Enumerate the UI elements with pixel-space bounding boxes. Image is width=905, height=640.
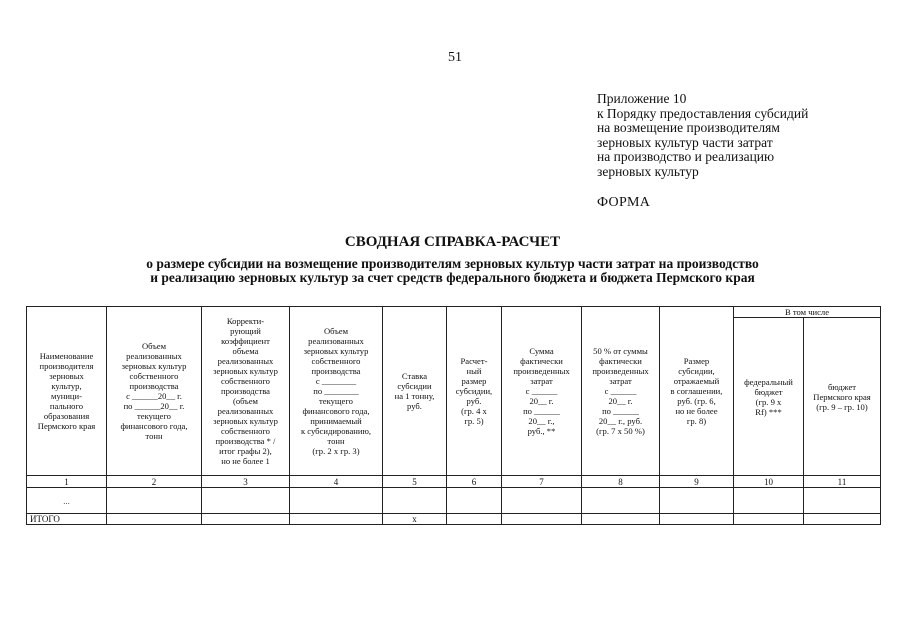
table-cell [582,488,660,514]
column-number: 6 [447,476,502,488]
column-number: 3 [202,476,290,488]
appendix-line: к Порядку предоставления субсидий [597,105,809,121]
column-number: 11 [804,476,881,488]
col-header-10: федеральный бюджет (гр. 9 x Rf) *** [734,318,804,476]
group-header-including: В том числе [734,307,881,318]
column-number-row [27,476,881,488]
page-number: 51 [448,50,462,65]
table-cell [660,488,734,514]
total-x-mark: x [383,514,447,525]
col-header-5: Ставка субсидии на 1 тонну, руб. [383,307,447,476]
col-header-1: Наименование производителя зерновых культур, муници- пального образования Пермского края [27,307,107,476]
ellipsis-cell: ... [27,488,107,514]
column-number: 5 [383,476,447,488]
table-row [27,488,881,514]
table-cell [383,488,447,514]
col-header-11: бюджет Пермского края (гр. 9 – гр. 10) [804,318,881,476]
appendix-block [597,92,808,179]
form-label: ФОРМА [597,195,651,210]
table-cell [107,488,202,514]
appendix-line: зерновых культур [597,163,699,179]
appendix-line: зерновых культур части затрат [597,134,773,150]
table-cell [447,488,502,514]
calculation-table [26,306,881,525]
total-label: ИТОГО [27,514,107,525]
column-number: 1 [27,476,107,488]
col-header-8: 50 % от суммы фактически произведенных затрат с ______ 20__ г. по ______ 20__ г., руб. (гр. 7 x 50 %) [582,307,660,476]
table-cell [804,514,881,525]
col-header-2: Объем реализованных зерновых культур собственного производства с ______20__ г. по ______20__ г. текущего финансового года, тонн [107,307,202,476]
appendix-line: на производство и реализацию [597,149,775,164]
document-subtitle [0,257,905,285]
table-cell [660,514,734,525]
total-row [27,514,881,525]
subtitle-line: и реализацию зерновых культур за счет средств федерального бюджета и бюджета Пермского края [150,270,755,285]
column-number: 4 [290,476,383,488]
column-number: 7 [502,476,582,488]
col-header-4: Объем реализованных зерновых культур собственного производства с ________ по ________ текущего финансового года, принимаемый к субсидированию, тонн (гр. 2 x гр. 3) [290,307,383,476]
table-cell [804,488,881,514]
column-number: 9 [660,476,734,488]
table-cell [502,514,582,525]
col-header-6: Расчет- ный размер субсидии, руб. (гр. 4 x гр. 5) [447,307,502,476]
table-cell [107,514,202,525]
col-header-7: Сумма фактически произведенных затрат с ______ 20__ г. по ______ 20__ г., руб., ** [502,307,582,476]
table-cell [582,514,660,525]
col-header-3: Корректи- рующий коэффициент объема реализованных зерновых культур собственного производства (объем реализованных зерновых культур собственного производства * / итог графы 2), но не более 1 [202,307,290,476]
table-cell [202,488,290,514]
appendix-line: Приложение 10 [597,91,687,106]
table-cell [502,488,582,514]
document-title: СВОДНАЯ СПРАВКА-РАСЧЕТ [344,234,561,250]
column-number: 2 [107,476,202,488]
table-cell [734,514,804,525]
table-cell [447,514,502,525]
table-cell [290,514,383,525]
appendix-line: на возмещение производителям [597,120,780,135]
table-cell [734,488,804,514]
table-cell [290,488,383,514]
table-cell [202,514,290,525]
col-header-9: Размер субсидии, отражаемый в соглашении, руб. (гр. 6, но не более гр. 8) [660,307,734,476]
subtitle-line: о размере субсидии на возмещение производителям зерновых культур части затрат на производство [146,256,759,271]
column-number: 10 [734,476,804,488]
column-number: 8 [582,476,660,488]
